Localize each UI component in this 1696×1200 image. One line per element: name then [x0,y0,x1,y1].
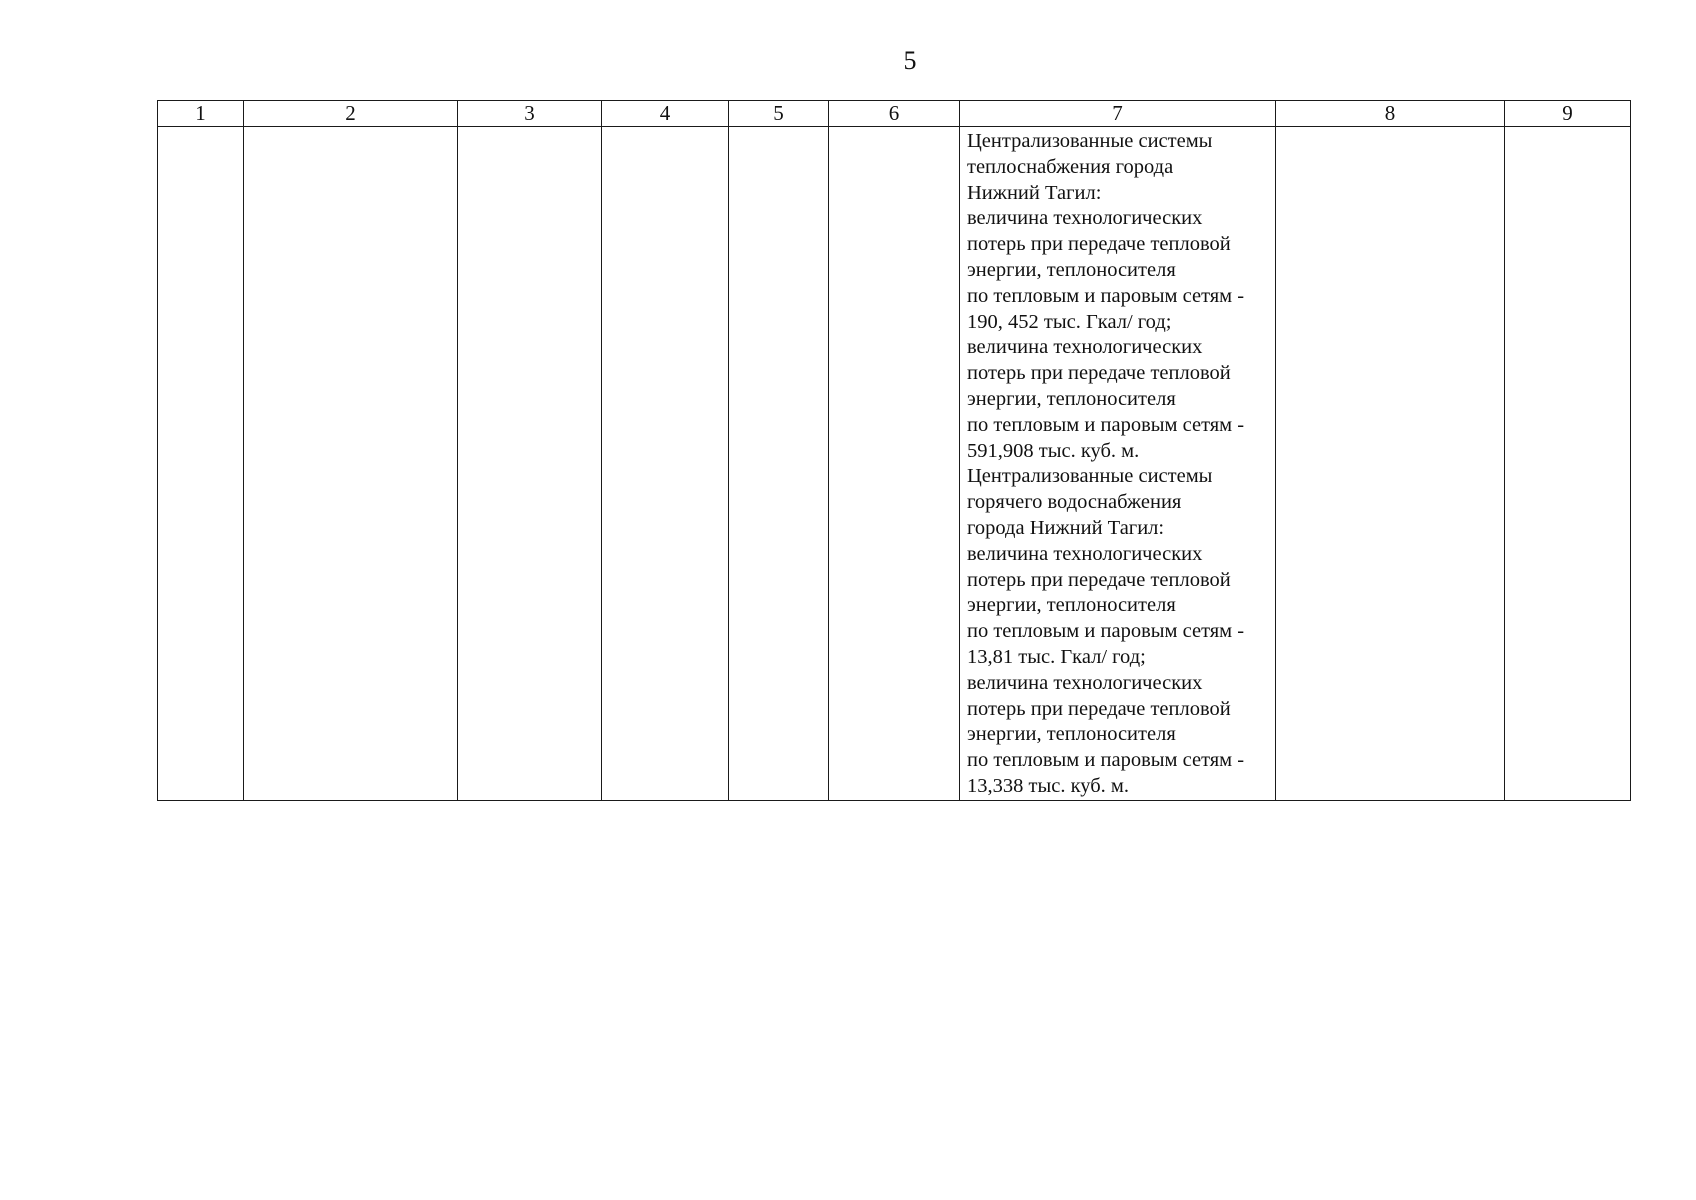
text-line: теплоснабжения города [967,155,1174,178]
column-header-3: 3 [458,101,602,127]
column-header-1: 1 [158,101,244,127]
data-table [157,100,1631,801]
text-line: потерь при передаче тепловой [967,362,1231,385]
text-line: Нижний Тагил: [967,181,1102,204]
text-line: потерь при передаче тепловой [967,233,1231,256]
text-line: по тепловым и паровым сетям - [967,749,1245,772]
text-line: 13,338 тыс. куб. м. [967,774,1130,797]
table-cell-col-2 [244,127,458,801]
text-line: потерь при передаче тепловой [967,568,1231,591]
table-cell-col-7 [960,127,1276,801]
table-cell-col-5 [729,127,829,801]
table-cell-col-4 [602,127,729,801]
text-line: Централизованные системы [967,130,1213,152]
text-line: энергии, теплоносителя [967,387,1176,410]
text-line: горячего водоснабжения [967,491,1182,514]
table-cell-col-6 [829,127,960,801]
text-line: 13,81 тыс. Гкал/ год; [967,645,1146,668]
column-header-6: 6 [829,101,960,127]
text-line: величина технологических [967,207,1203,230]
column-header-8: 8 [1276,101,1505,127]
text-line: величина технологических [967,671,1203,694]
text-line: энергии, теплоносителя [967,594,1176,617]
text-line: по тепловым и паровым сетям - [967,620,1245,643]
table-cell-col-3 [458,127,602,801]
text-line: величина технологических [967,542,1203,565]
text-line: города Нижний Тагил: [967,516,1165,539]
page-number: 5 [903,46,917,75]
table-row [158,127,1631,801]
table-header-row [158,101,1631,127]
column-header-9: 9 [1505,101,1631,127]
column-header-2: 2 [244,101,458,127]
column-7-text [960,127,1275,800]
text-line: 190, 452 тыс. Гкал/ год; [967,310,1172,333]
table-cell-col-9 [1505,127,1631,801]
text-line: 591,908 тыс. куб. м. [967,439,1140,462]
column-header-7: 7 [960,101,1276,127]
table-cell-col-8 [1276,127,1505,801]
column-header-5: 5 [729,101,829,127]
text-line: по тепловым и паровым сетям - [967,284,1245,307]
text-line: энергии, теплоносителя [967,723,1176,746]
text-line: величина технологических [967,336,1203,359]
column-header-4: 4 [602,101,729,127]
text-line: Централизованные системы [967,465,1213,488]
text-line: потерь при передаче тепловой [967,697,1231,720]
text-line: энергии, теплоносителя [967,258,1176,281]
text-line: по тепловым и паровым сетям - [967,413,1245,436]
table-cell-col-1 [158,127,244,801]
